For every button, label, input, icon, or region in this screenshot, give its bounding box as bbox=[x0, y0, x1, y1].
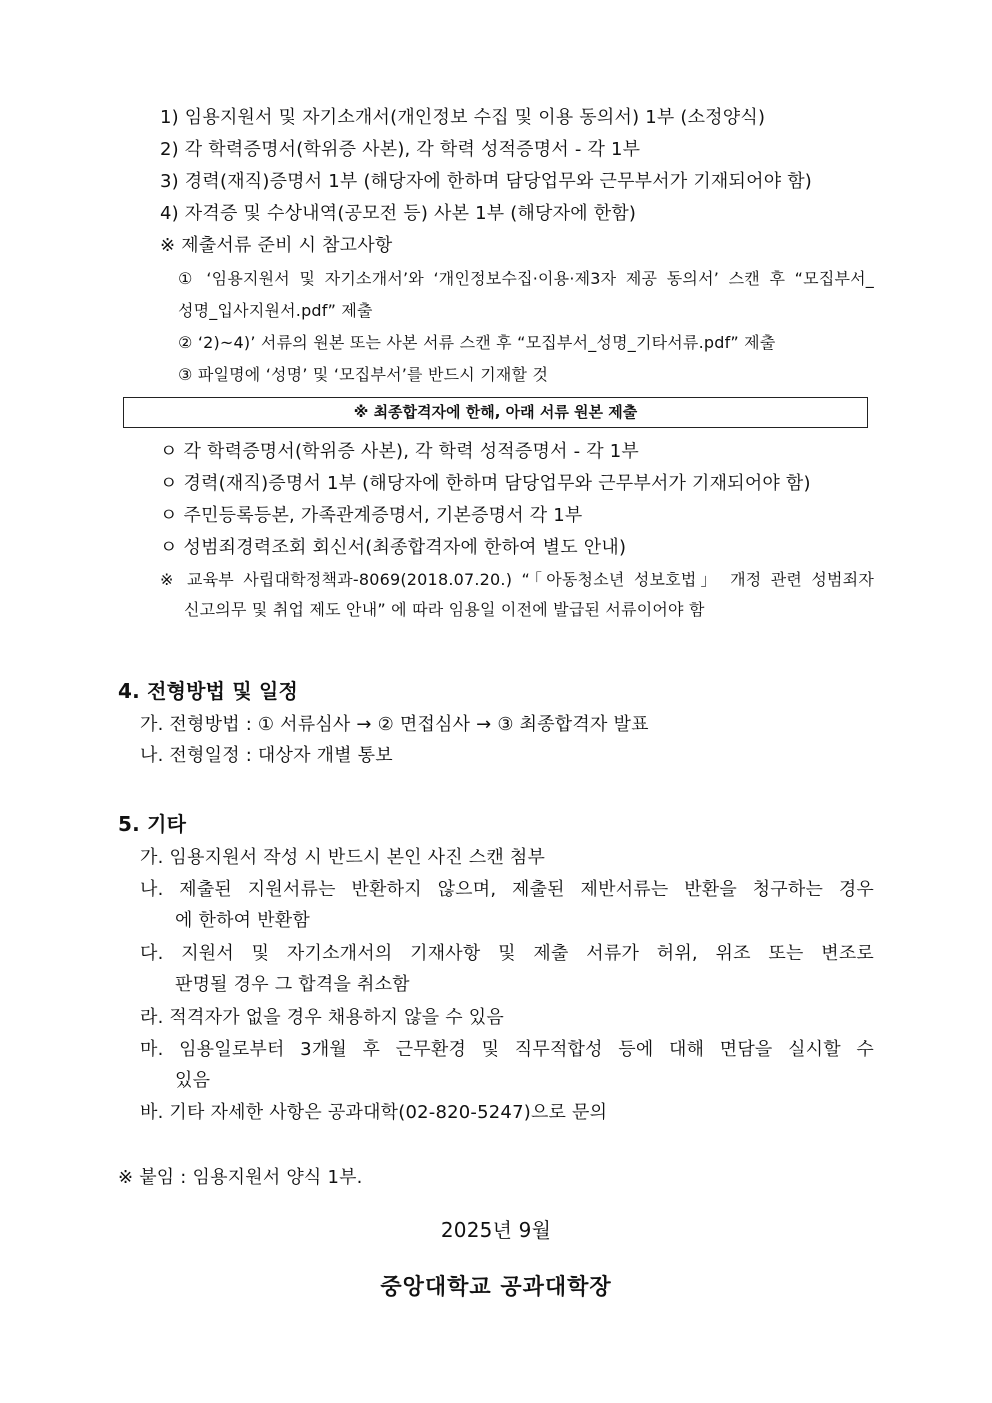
section-4-item-2: 나. 전형일정 : 대상자 개별 통보 bbox=[140, 745, 393, 766]
doc-item-4: 4) 자격증 및 수상내역(공모전 등) 사본 1부 (해당자에 한함) bbox=[160, 203, 637, 224]
section-5-item-c-cont: 판명될 경우 그 합격을 취소함 bbox=[175, 974, 410, 995]
section-5-item-f: 바. 기타 자세한 사항은 공과대학(02-820-5247)으로 문의 bbox=[140, 1102, 608, 1123]
doc-item-1: 1) 임용지원서 및 자기소개서(개인정보 수집 및 이용 동의서) 1부 (소정양식) bbox=[160, 107, 766, 128]
section-5-item-c: 다. 지원서 및 자기소개서의 기재사항 및 제출 서류가 허위, 위조 또는 변조로 bbox=[140, 943, 874, 964]
final-note-line2: 신고의무 및 취업 제도 안내” 에 따라 임용일 이전에 발급된 서류이어야 함 bbox=[184, 600, 705, 619]
section-5-item-a: 가. 임용지원서 작성 시 반드시 본인 사진 스캔 첨부 bbox=[140, 847, 546, 868]
section-5-title: 5. 기타 bbox=[118, 812, 187, 836]
final-note-line1: ※ 교육부 사립대학정책과-8069(2018.07.20.) “「아동청소년 성보호법」 개정 관련 성범죄자 bbox=[160, 570, 874, 589]
document-date: 2025년 9월 bbox=[440, 1218, 552, 1242]
doc-item-2: 2) 각 학력증명서(학위증 사본), 각 학력 성적증명서 - 각 1부 bbox=[160, 139, 641, 160]
section-5-item-d: 라. 적격자가 없을 경우 채용하지 않을 수 있음 bbox=[140, 1007, 504, 1028]
attachment-note: ※ 붙임 : 임용지원서 양식 1부. bbox=[118, 1167, 363, 1188]
doc-note-1-cont: 성명_입사지원서.pdf” 제출 bbox=[178, 301, 373, 320]
section-5-item-b: 나. 제출된 지원서류는 반환하지 않으며, 제출된 제반서류는 반환을 청구하는 경우 bbox=[140, 879, 874, 900]
section-5-item-e-cont: 있음 bbox=[175, 1070, 211, 1091]
doc-note-title: ※ 제출서류 준비 시 참고사항 bbox=[160, 235, 393, 256]
section-5-item-b-cont: 에 한하여 반환함 bbox=[175, 910, 310, 931]
doc-item-3: 3) 경력(재직)증명서 1부 (해당자에 한하며 담당업무와 근무부서가 기재되어야 함) bbox=[160, 171, 813, 192]
signature: 중앙대학교 공과대학장 bbox=[380, 1275, 612, 1300]
final-item-2: ㅇ 경력(재직)증명서 1부 (해당자에 한하며 담당업무와 근무부서가 기재되어야 함) bbox=[160, 473, 811, 494]
final-notice-box: ※ 최종합격자에 한해, 아래 서류 원본 제출 bbox=[123, 397, 868, 428]
section-4-item-1: 가. 전형방법 : ① 서류심사 → ② 면접심사 → ③ 최종합격자 발표 bbox=[140, 714, 649, 735]
section-5-item-e: 마. 임용일로부터 3개월 후 근무환경 및 직무적합성 등에 대해 면담을 실시할 수 bbox=[140, 1039, 874, 1060]
final-item-4: ㅇ 성범죄경력조회 회신서(최종합격자에 한하여 별도 안내) bbox=[160, 537, 627, 558]
final-item-1: ㅇ 각 학력증명서(학위증 사본), 각 학력 성적증명서 - 각 1부 bbox=[160, 441, 639, 462]
doc-note-2: ② ‘2)~4)’ 서류의 원본 또는 사본 서류 스캔 후 “모집부서_성명_기타서류.pdf” 제출 bbox=[178, 333, 776, 352]
doc-note-1: ① ‘임용지원서 및 자기소개서’와 ‘개인정보수집·이용·제3자 제공 동의서’ 스캔 후 “모집부서_ bbox=[178, 269, 874, 288]
final-item-3: ㅇ 주민등록등본, 가족관계증명서, 기본증명서 각 1부 bbox=[160, 505, 583, 526]
doc-note-3: ③ 파일명에 ‘성명’ 및 ‘모집부서’를 반드시 기재할 것 bbox=[178, 365, 549, 384]
section-4-title: 4. 전형방법 및 일정 bbox=[118, 679, 299, 703]
